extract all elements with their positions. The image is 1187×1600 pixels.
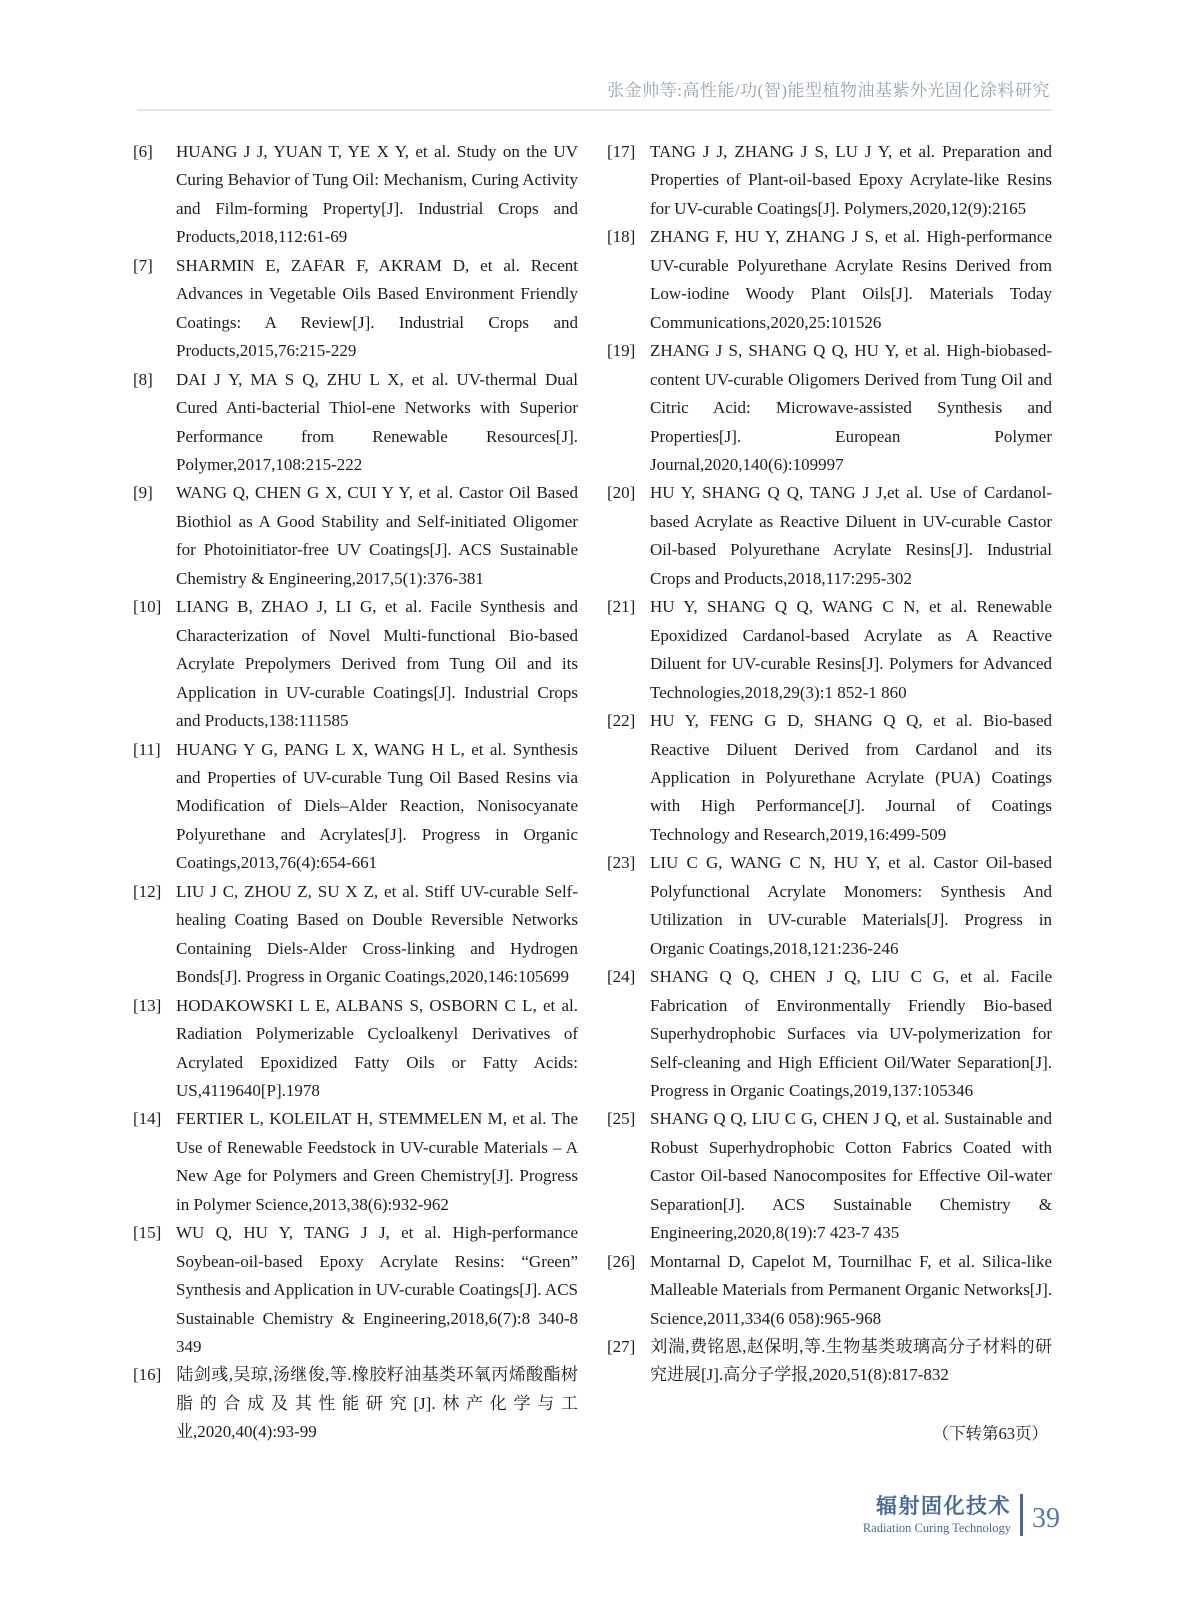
reference-item (607, 1248, 1052, 1333)
reference-item (133, 366, 578, 480)
reference-text: LIANG B, ZHAO J, LI G, et al. Facile Synthesis and Characterization of Novel Multi-functional Bio-based Acrylate Prepolymers Derived from Tung Oil and its Application in UV-curable Coatings[J]. Industrial Crops and Products,138:111585 (176, 597, 578, 731)
reference-item (133, 1361, 578, 1446)
reference-item (133, 736, 578, 878)
reference-number: [14] (133, 1109, 162, 1129)
reference-number: [27] (607, 1337, 636, 1357)
reference-text: SHANG Q Q, CHEN J Q, LIU C G, et al. Facile Fabrication of Environmentally Friendly Bio-based Superhydrophobic Surfaces via UV-polymerization for Self-cleaning and High Efficient Oil/Water Separation[J]. Progress in Organic Coatings,2019,137:105346 (650, 967, 1052, 1100)
reference-text: HODAKOWSKI L E, ALBANS S, OSBORN C L, et al. Radiation Polymerizable Cycloalkenyl Derivatives of Acrylated Epoxidized Fatty Oils or Fatty Acids: US,4119640[P].1978 (176, 995, 578, 1100)
reference-item (133, 1105, 578, 1219)
reference-text: DAI J Y, MA S Q, ZHU L X, et al. UV-thermal Dual Cured Anti-bacterial Thiol-ene Networks with Superior Performance from Renewable Resources[J]. Polymer,2017,108:215-222 (176, 369, 578, 474)
journal-name-cn: 辐射固化技术 (876, 1495, 1011, 1518)
page-header (137, 76, 1052, 111)
right-column-refs (607, 138, 1052, 1390)
reference-item (133, 878, 578, 992)
journal-name-block (863, 1494, 1020, 1536)
reference-item (133, 252, 578, 366)
reference-text: WANG Q, CHEN G X, CUI Y Y, et al. Castor Oil Based Biothiol as A Good Stability and Self-initiated Oligomer for Photoinitiator-free UV Coatings[J]. ACS Sustainable Chemistry & Engineering,2017,5(1):376-381 (176, 483, 578, 588)
reference-text: FERTIER L, KOLEILAT H, STEMMELEN M, et al. The Use of Renewable Feedstock in UV-curable Materials – A New Age for Polymers and Green Chemistry[J]. Progress in Polymer Science,2013,38(6):932-962 (176, 1109, 578, 1214)
reference-number: [23] (607, 853, 636, 873)
reference-number: [22] (607, 711, 636, 731)
reference-item (607, 849, 1052, 963)
reference-item (133, 479, 578, 593)
reference-number: [25] (607, 1109, 636, 1129)
page-number: 39 (1032, 1503, 1060, 1534)
running-title: 张金帅等:高性能/功(智)能型植物油基紫外光固化涂料研究 (607, 81, 1050, 100)
left-column-refs (133, 138, 578, 1447)
page-footer (863, 1494, 1060, 1536)
reference-text: HUANG J J, YUAN T, YE X Y, et al. Study on the UV Curing Behavior of Tung Oil: Mechanism, Curing Activity and Film-forming Property[J]. Industrial Crops and Products,2018,112:61-69 (176, 142, 578, 247)
reference-item (607, 593, 1052, 707)
reference-text: SHANG Q Q, LIU C G, CHEN J Q, et al. Sustainable and Robust Superhydrophobic Cotton Fabrics Coated with Castor Oil-based Nanocomposites for Effective Oil-water Separation[J]. ACS Sustainable Chemistry & Engineering,2020,8(19):7 423-7 435 (650, 1109, 1052, 1243)
journal-name-en: Radiation Curing Technology (862, 1521, 1011, 1535)
reference-item (133, 593, 578, 735)
continuation-note: （下转第63页） (932, 1423, 1048, 1443)
header-rule (137, 109, 1052, 111)
reference-number: [15] (133, 1223, 162, 1243)
reference-text: HU Y, FENG G D, SHANG Q Q, et al. Bio-based Reactive Diluent Derived from Cardanol and its Application in Polyurethane Acrylate (PUA) Coatings with High Performance[J]. Journal of Coatings Technology and Research,2019,16:499-509 (650, 711, 1052, 844)
reference-number: [16] (133, 1365, 162, 1385)
reference-text: LIU C G, WANG C N, HU Y, et al. Castor Oil-based Polyfunctional Acrylate Monomers: Synthesis And Utilization in UV-curable Materials[J]. Progress in Organic Coatings,2018,121:236-246 (650, 853, 1052, 958)
left-column (133, 138, 578, 1447)
reference-text: ZHANG F, HU Y, ZHANG J S, et al. High-performance UV-curable Polyurethane Acrylate Resins Derived from Low-iodine Woody Plant Oils[J]. Materials Today Communications,2020,25:101526 (650, 227, 1052, 332)
reference-number: [13] (133, 995, 162, 1015)
reference-number: [7] (133, 255, 153, 275)
reference-number: [24] (607, 967, 636, 987)
reference-text: Montarnal D, Capelot M, Tournilhac F, et al. Silica-like Malleable Materials from Permanent Organic Networks[J]. Science,2011,334(6 058):965-968 (650, 1251, 1052, 1328)
reference-item (133, 1219, 578, 1361)
reference-number: [19] (607, 341, 636, 361)
reference-number: [21] (607, 597, 636, 617)
reference-number: [20] (607, 483, 636, 503)
reference-item (607, 138, 1052, 223)
reference-text: LIU J C, ZHOU Z, SU X Z, et al. Stiff UV-curable Self-healing Coating Based on Double Reversible Networks Containing Diels-Alder Cross-linking and Hydrogen Bonds[J]. Progress in Organic Coatings,2020,146:105699 (176, 881, 578, 987)
reference-number: [6] (133, 142, 153, 161)
reference-text: HU Y, SHANG Q Q, TANG J J,et al. Use of Cardanol-based Acrylate as Reactive Diluent in UV-curable Castor Oil-based Polyurethane Acrylate Resins[J]. Industrial Crops and Products,2018,117:295-302 (650, 483, 1052, 588)
reference-item (607, 1333, 1052, 1390)
reference-item (607, 223, 1052, 337)
reference-item (607, 1105, 1052, 1247)
reference-number: [10] (133, 597, 162, 617)
reference-number: [18] (607, 227, 636, 247)
reference-item (607, 963, 1052, 1105)
reference-item (607, 337, 1052, 479)
reference-text: 陆剑彧,吴琼,汤继俊,等.橡胶籽油基类环氧丙烯酸酯树脂的合成及其性能研究[J].林产化学与工业,2020,40(4):93-99 (176, 1365, 578, 1442)
reference-text: WU Q, HU Y, TANG J J, et al. High-performance Soybean-oil-based Epoxy Acrylate Resins: “Green” Synthesis and Application in UV-curable Coatings[J]. ACS Sustainable Chemistry & Engineering,2018,6(7):8 340-8 349 (176, 1223, 578, 1357)
reference-text: HUANG Y G, PANG L X, WANG H L, et al. Synthesis and Properties of UV-curable Tung Oil Based Resins via Modification of Diels–Alder Reaction, Nonisocyanate Polyurethane and Acrylates[J]. Progress in Organic Coatings,2013,76(4):654-661 (176, 739, 578, 873)
reference-item (607, 479, 1052, 593)
reference-text: 刘湍,费铭恩,赵保明,等.生物基类玻璃高分子材料的研究进展[J].高分子学报,2020,51(8):817-832 (650, 1337, 1052, 1385)
right-column (607, 138, 1052, 1447)
reference-number: [12] (133, 881, 162, 901)
reference-text: HU Y, SHANG Q Q, WANG C N, et al. Renewable Epoxidized Cardanol-based Acrylate as A Reactive Diluent for UV-curable Resins[J]. Polymers for Advanced Technologies,2018,29(3):1 852-1 860 (650, 597, 1052, 702)
reference-number: [9] (133, 483, 153, 503)
references-section (133, 138, 1053, 1447)
reference-number: [8] (133, 369, 153, 389)
reference-text: SHARMIN E, ZAFAR F, AKRAM D, et al. Recent Advances in Vegetable Oils Based Environment Friendly Coatings: A Review[J]. Industrial Crops and Products,2015,76:215-229 (176, 255, 578, 361)
reference-number: [26] (607, 1251, 636, 1271)
reference-item (607, 707, 1052, 849)
reference-item (133, 992, 578, 1106)
reference-number: [17] (607, 142, 636, 161)
reference-number: [11] (133, 739, 161, 759)
reference-text: TANG J J, ZHANG J S, LU J Y, et al. Preparation and Properties of Plant-oil-based Epoxy Acrylate-like Resins for UV-curable Coatings[J]. Polymers,2020,12(9):2165 (650, 142, 1052, 218)
reference-item (133, 138, 578, 252)
reference-text: ZHANG J S, SHANG Q Q, HU Y, et al. High-biobased-content UV-curable Oligomers Derived from Tung Oil and Citric Acid: Microwave-assisted Synthesis and Properties[J]. European Polymer Journal,2020,140(6):109997 (650, 341, 1052, 474)
